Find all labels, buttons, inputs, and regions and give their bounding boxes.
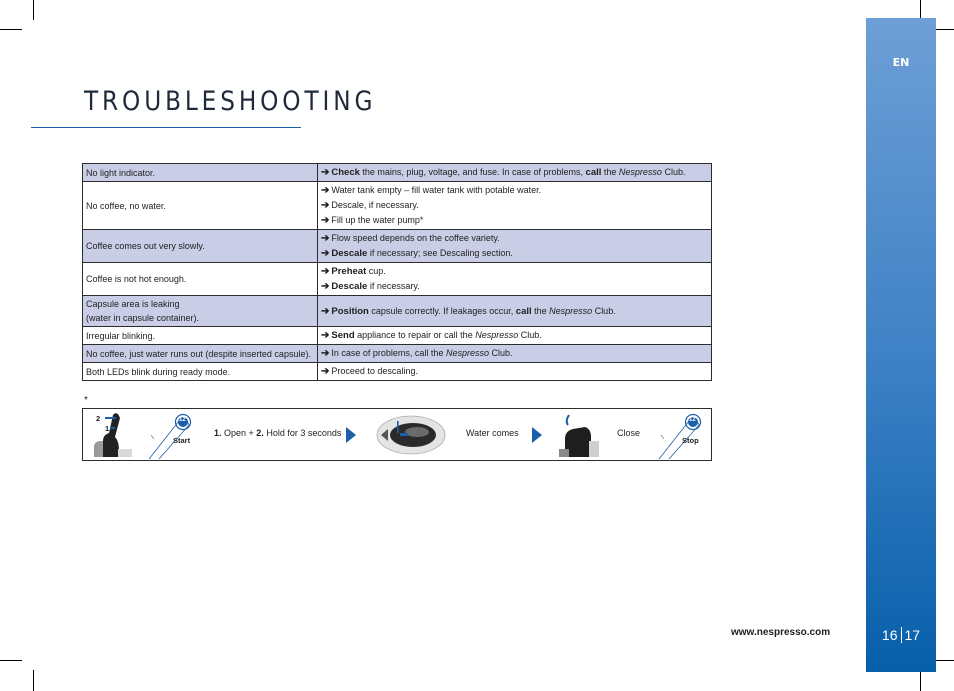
arrow-icon: ➔: [321, 281, 330, 292]
machine-top-illustration: [375, 413, 447, 457]
solution-text: Club.: [592, 305, 616, 316]
start-label: Start: [173, 436, 191, 445]
problem-text: Both LEDs blink during ready mode.: [86, 366, 231, 377]
crop-mark: [936, 660, 954, 661]
solution-text: In case of problems, call the: [331, 348, 446, 358]
solution-cell: [318, 230, 712, 263]
solution-text: Nespresso: [549, 305, 593, 316]
table-row: [83, 230, 712, 263]
solution-line: [321, 231, 708, 246]
keyword-text: Position: [331, 305, 369, 317]
problem-text: Coffee is not hot enough.: [86, 274, 187, 284]
solution-text: Proceed to descaling.: [331, 366, 418, 376]
pump-fill-procedure: [82, 408, 712, 461]
next-arrow-icon: [532, 427, 542, 443]
solution-cell: [318, 164, 712, 182]
cup-button-badge: 12: [689, 417, 696, 423]
solution-cell: [318, 363, 712, 381]
side-band: [866, 18, 936, 672]
step-instruction: [214, 428, 341, 438]
solution-line: [321, 264, 708, 279]
table-row: [83, 164, 712, 182]
stop-label: Stop: [682, 436, 699, 445]
language-tab[interactable]: EN: [892, 56, 910, 69]
problem-text: No coffee, just water runs out (despite inserted capsule).: [86, 348, 311, 359]
keyword-text: Descale: [331, 248, 368, 259]
problem-cell: [83, 230, 318, 263]
problem-text: (water in capsule container).: [86, 313, 200, 323]
solution-text: the mains, plug, voltage, and fuse. In case of problems,: [359, 167, 586, 177]
problem-text: Coffee comes out very slowly.: [86, 241, 205, 251]
solution-text: cup.: [366, 266, 386, 276]
solution-cell: [318, 182, 712, 230]
page-number-right: 17: [904, 627, 921, 643]
solution-line: [321, 183, 708, 198]
website-url[interactable]: www.nespresso.com: [731, 627, 831, 638]
crop-mark: [33, 0, 34, 20]
solution-text: Flow speed depends on the coffee variety.: [331, 233, 500, 243]
table-row: [83, 296, 712, 327]
table-row: [83, 363, 712, 381]
solution-line: [321, 198, 708, 213]
lever-number-2: 2: [96, 414, 101, 423]
finger-press-icon: [145, 411, 195, 459]
solution-text: Fill up the water pump*: [331, 215, 424, 225]
step-number-2: 2.: [256, 428, 264, 438]
step-text-1: Open +: [221, 428, 257, 438]
water-comes-label: Water comes: [466, 428, 519, 438]
solution-text: Nespresso: [475, 330, 519, 340]
table-row: [83, 345, 712, 363]
page-title: TROUBLESHOOTING: [84, 86, 377, 117]
problem-cell: [83, 345, 318, 363]
crop-mark: [936, 29, 954, 30]
arrow-icon: ➔: [321, 200, 330, 211]
keyword-text: Check: [331, 167, 360, 178]
problem-cell: [83, 182, 318, 230]
solution-text: capsule correctly. If leakages occur,: [368, 305, 516, 316]
arrow-icon: ➔: [321, 348, 330, 359]
crop-mark: [920, 0, 921, 20]
step-text-2: Hold for 3 seconds: [263, 428, 342, 438]
footnote-asterisk: *: [84, 395, 88, 406]
keyword-text: call: [515, 305, 532, 317]
crop-mark: [0, 29, 22, 30]
solution-text: Descale, if necessary.: [331, 200, 419, 210]
step-number-1: 1.: [214, 428, 222, 438]
next-arrow-icon: [346, 427, 356, 443]
page-number-left: 16: [881, 627, 898, 643]
arrow-icon: ➔: [321, 366, 330, 377]
solution-line: [321, 328, 708, 343]
solution-cell: [318, 296, 712, 327]
page-numbers: [866, 627, 936, 643]
solution-text: Club.: [661, 167, 686, 177]
problem-text: Irregular blinking.: [86, 330, 156, 341]
crop-mark: [920, 670, 921, 691]
problem-text: No light indicator.: [86, 167, 156, 178]
lever-number-1: 1: [105, 424, 110, 433]
finger-press-icon: [655, 411, 705, 459]
solution-line: [321, 364, 708, 379]
table-row: [83, 263, 712, 296]
solution-line: [321, 246, 708, 261]
solution-cell: [318, 327, 712, 345]
keyword-text: call: [585, 167, 602, 178]
crop-mark: [0, 660, 22, 661]
title-underline: [31, 127, 301, 128]
arrow-icon: ➔: [321, 266, 330, 277]
solution-line: [321, 165, 708, 180]
arrow-icon: ➔: [321, 248, 330, 259]
problem-cell: [83, 164, 318, 182]
solution-cell: [318, 263, 712, 296]
problem-cell: [83, 327, 318, 345]
problem-cell: [83, 296, 318, 327]
solution-text: Water tank empty – fill water tank with potable water.: [331, 185, 542, 195]
solution-line: [321, 346, 708, 361]
solution-text: Nespresso: [445, 348, 489, 358]
arrow-icon: ➔: [321, 215, 330, 226]
arrow-icon: ➔: [321, 167, 330, 178]
arrow-icon: ➔: [321, 233, 330, 244]
troubleshooting-table: [82, 163, 712, 381]
solution-line: [321, 304, 708, 319]
solution-text: Club.: [488, 348, 513, 358]
solution-text: the: [601, 167, 619, 177]
arrow-icon: ➔: [321, 330, 330, 341]
lever-close-illustration: [555, 411, 601, 459]
keyword-text: Preheat: [331, 266, 367, 277]
crop-mark: [33, 670, 34, 691]
arrow-icon: ➔: [321, 185, 330, 196]
close-label: Close: [617, 428, 641, 438]
table-row: [83, 327, 712, 345]
arrow-icon: ➔: [321, 305, 330, 317]
problem-text: Capsule area is leaking: [86, 299, 180, 309]
solution-text: Nespresso: [618, 167, 662, 177]
cup-button-badge: 12: [179, 417, 186, 423]
table-row: [83, 182, 712, 230]
problem-cell: [83, 263, 318, 296]
solution-text: if necessary.: [367, 281, 420, 291]
solution-text: appliance to repair or call the: [354, 330, 476, 340]
solution-text: if necessary; see Descaling section.: [367, 248, 513, 258]
keyword-text: Descale: [331, 281, 368, 292]
solution-text: Club.: [518, 330, 542, 340]
problem-text: No coffee, no water.: [86, 200, 166, 211]
solution-text: the: [531, 305, 550, 316]
keyword-text: Send: [331, 330, 355, 341]
solution-cell: [318, 345, 712, 363]
solution-line: [321, 279, 708, 294]
problem-cell: [83, 363, 318, 381]
solution-line: [321, 213, 708, 228]
page-separator: [901, 627, 902, 643]
